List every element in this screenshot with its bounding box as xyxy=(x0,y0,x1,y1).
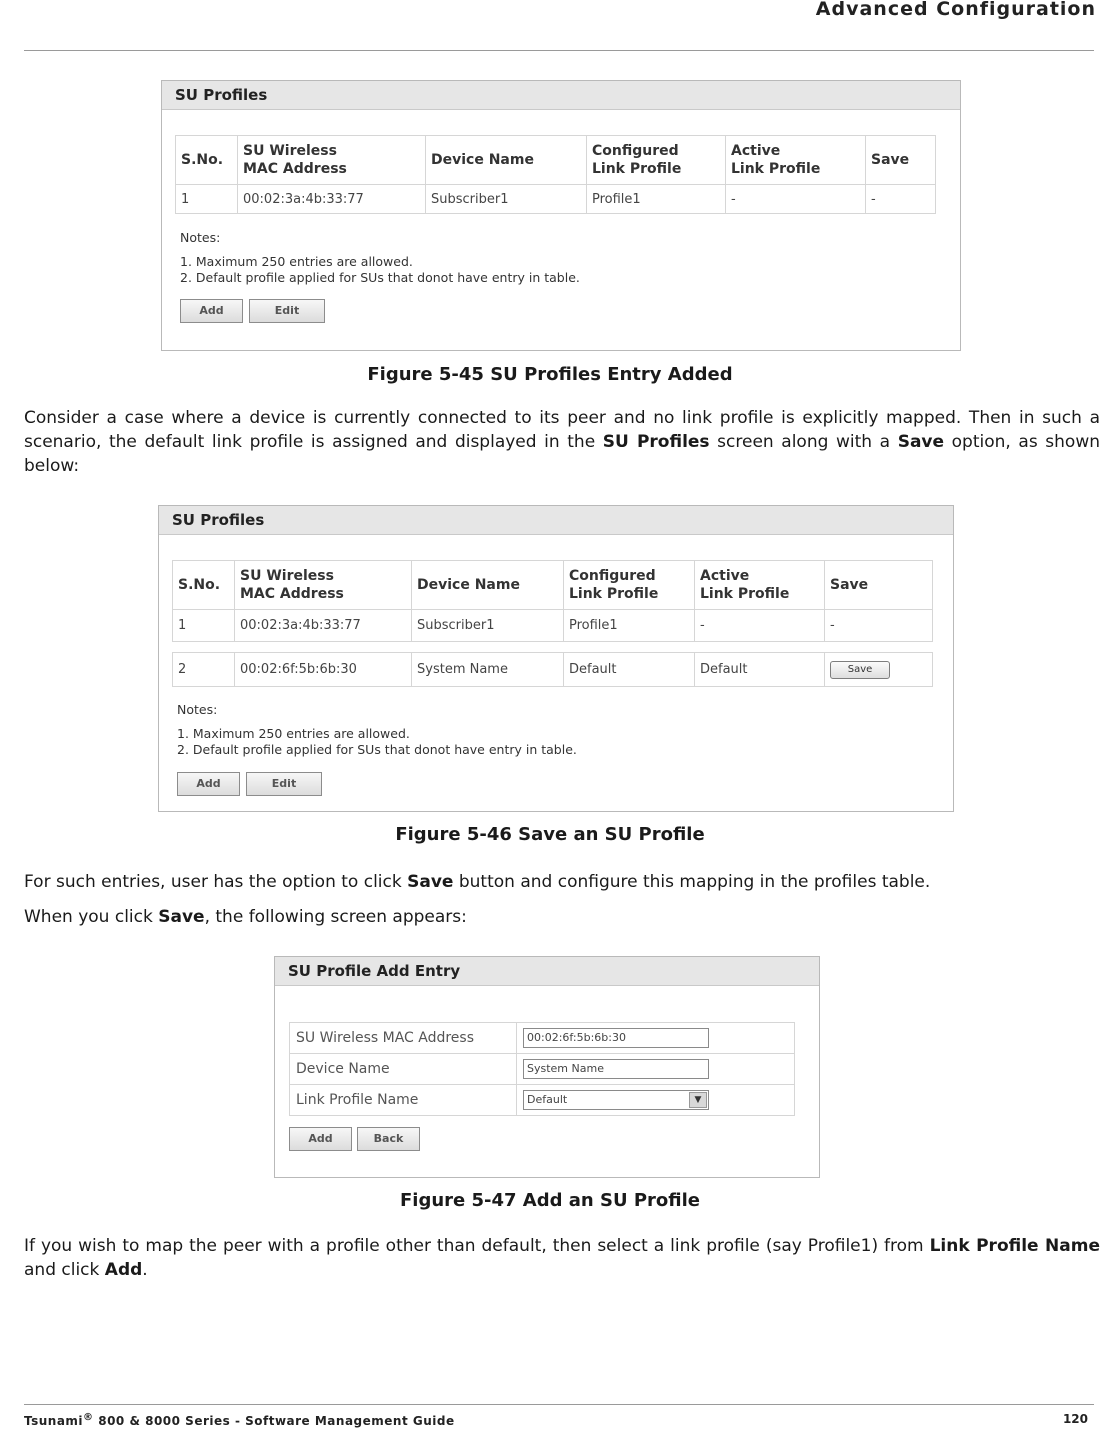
su-profiles-table xyxy=(175,135,936,214)
col-header-device: Device Name xyxy=(412,561,564,610)
cell-save: - xyxy=(825,610,933,642)
text: When you click xyxy=(24,907,159,927)
col-header-sno: S.No. xyxy=(173,561,235,610)
su-profiles-panel-fig46 xyxy=(158,505,954,812)
table-row xyxy=(173,610,933,642)
paragraph-4 xyxy=(24,1234,1100,1282)
link-profile-selected-value: Default xyxy=(527,1093,568,1106)
add-button[interactable]: Add xyxy=(289,1127,352,1151)
paragraph-2 xyxy=(24,870,1100,894)
notes-label: Notes: xyxy=(177,702,218,717)
col-header-mac: SU Wireless MAC Address xyxy=(238,136,426,185)
panel-title: SU Profile Add Entry xyxy=(275,957,819,986)
cell-sno: 1 xyxy=(173,610,235,642)
note-1: 1. Maximum 250 entries are allowed. xyxy=(177,726,410,741)
text: button and configure this mapping in the profiles table. xyxy=(453,872,931,892)
bold-text: SU Profiles xyxy=(602,432,710,452)
device-name-field[interactable]: System Name xyxy=(523,1059,709,1079)
cell-mac: 00:02:3a:4b:33:77 xyxy=(238,185,426,214)
text: . xyxy=(142,1260,148,1280)
cell-configured: Default xyxy=(564,653,695,687)
form-row-device xyxy=(290,1054,795,1085)
table-header-row xyxy=(176,136,936,185)
table-row xyxy=(173,653,933,687)
text: For such entries, user has the option to click xyxy=(24,872,408,892)
add-button[interactable]: Add xyxy=(177,772,240,796)
bold-text: Save xyxy=(407,872,454,892)
cell-configured: Profile1 xyxy=(587,185,726,214)
link-profile-label: Link Profile Name xyxy=(290,1085,517,1116)
cell-device: Subscriber1 xyxy=(412,610,564,642)
cell-save: - xyxy=(866,185,936,214)
form-row-link xyxy=(290,1085,795,1116)
cell-mac: 00:02:6f:5b:6b:30 xyxy=(235,653,412,687)
cell-device: Subscriber1 xyxy=(426,185,587,214)
text: screen along with a xyxy=(709,432,898,452)
figure-caption-46: Figure 5-46 Save an SU Profile xyxy=(395,824,705,845)
col-header-configured: Configured Link Profile xyxy=(587,136,726,185)
col-header-save: Save xyxy=(866,136,936,185)
figure-caption-45: Figure 5-45 SU Profiles Entry Added xyxy=(367,364,733,385)
table-header-row xyxy=(173,561,933,610)
product-name: Tsunami xyxy=(24,1414,84,1428)
cell-device: System Name xyxy=(412,653,564,687)
text: and click xyxy=(24,1260,105,1280)
su-profiles-panel-fig45 xyxy=(161,80,961,351)
figure-caption-47: Figure 5-47 Add an SU Profile xyxy=(399,1190,701,1211)
cell-sno: 1 xyxy=(176,185,238,214)
bold-text: Save xyxy=(897,432,945,452)
notes-label: Notes: xyxy=(180,230,221,245)
footer-rule xyxy=(24,1404,1094,1405)
col-header-save: Save xyxy=(825,561,933,610)
su-profiles-table xyxy=(172,560,933,642)
add-button[interactable]: Add xyxy=(180,299,243,323)
bold-text: Link Profile Name xyxy=(929,1236,1100,1256)
link-profile-select[interactable] xyxy=(523,1090,709,1110)
mac-label: SU Wireless MAC Address xyxy=(290,1023,517,1054)
cell-active: Default xyxy=(695,653,825,687)
cell-mac: 00:02:3a:4b:33:77 xyxy=(235,610,412,642)
bold-text: Add xyxy=(104,1260,143,1280)
text: Consider a case where a device is currently connected to its peer and no link profile is explicitly mapped. Then in such a scenario, the default link profile is assigned and displayed in the xyxy=(24,408,1100,452)
back-button[interactable]: Back xyxy=(357,1127,420,1151)
cell-save xyxy=(825,653,933,687)
footer-guide-title xyxy=(24,1412,455,1428)
edit-button[interactable]: Edit xyxy=(249,299,325,323)
text: , the following screen appears: xyxy=(204,907,467,927)
paragraph-1 xyxy=(24,406,1100,478)
col-header-device: Device Name xyxy=(426,136,587,185)
registered-mark: ® xyxy=(83,1412,94,1423)
header-rule xyxy=(24,50,1094,51)
row-save-button[interactable]: Save xyxy=(830,661,890,679)
mac-address-field[interactable]: 00:02:6f:5b:6b:30 xyxy=(523,1028,709,1048)
text: option, as shown below: xyxy=(24,432,1100,476)
col-header-active: Active Link Profile xyxy=(726,136,866,185)
note-1: 1. Maximum 250 entries are allowed. xyxy=(180,254,413,269)
edit-button[interactable]: Edit xyxy=(246,772,322,796)
paragraph-3 xyxy=(24,905,1100,929)
device-name-label: Device Name xyxy=(290,1054,517,1085)
su-profile-add-entry-panel xyxy=(274,956,820,1178)
panel-title: SU Profiles xyxy=(159,506,953,535)
cell-active: - xyxy=(695,610,825,642)
chevron-down-icon[interactable]: ▼ xyxy=(689,1092,707,1108)
add-entry-form xyxy=(289,1022,795,1116)
cell-configured: Profile1 xyxy=(564,610,695,642)
cell-active: - xyxy=(726,185,866,214)
text: If you wish to map the peer with a profile other than default, then select a link profile (say Profile1) from xyxy=(24,1236,930,1256)
col-header-active: Active Link Profile xyxy=(695,561,825,610)
col-header-mac: SU Wireless MAC Address xyxy=(235,561,412,610)
panel-title: SU Profiles xyxy=(162,81,960,110)
form-row-mac xyxy=(290,1023,795,1054)
cell-sno: 2 xyxy=(173,653,235,687)
table-row xyxy=(176,185,936,214)
note-2: 2. Default profile applied for SUs that donot have entry in table. xyxy=(180,270,580,285)
su-profiles-table-row2 xyxy=(172,652,933,687)
page-number: 120 xyxy=(1062,1412,1088,1426)
note-2: 2. Default profile applied for SUs that donot have entry in table. xyxy=(177,742,577,757)
page-header-title: Advanced Configuration xyxy=(815,0,1096,20)
col-header-sno: S.No. xyxy=(176,136,238,185)
col-header-configured: Configured Link Profile xyxy=(564,561,695,610)
guide-title: 800 & 8000 Series - Software Management Guide xyxy=(93,1414,455,1428)
bold-text: Save xyxy=(158,907,205,927)
